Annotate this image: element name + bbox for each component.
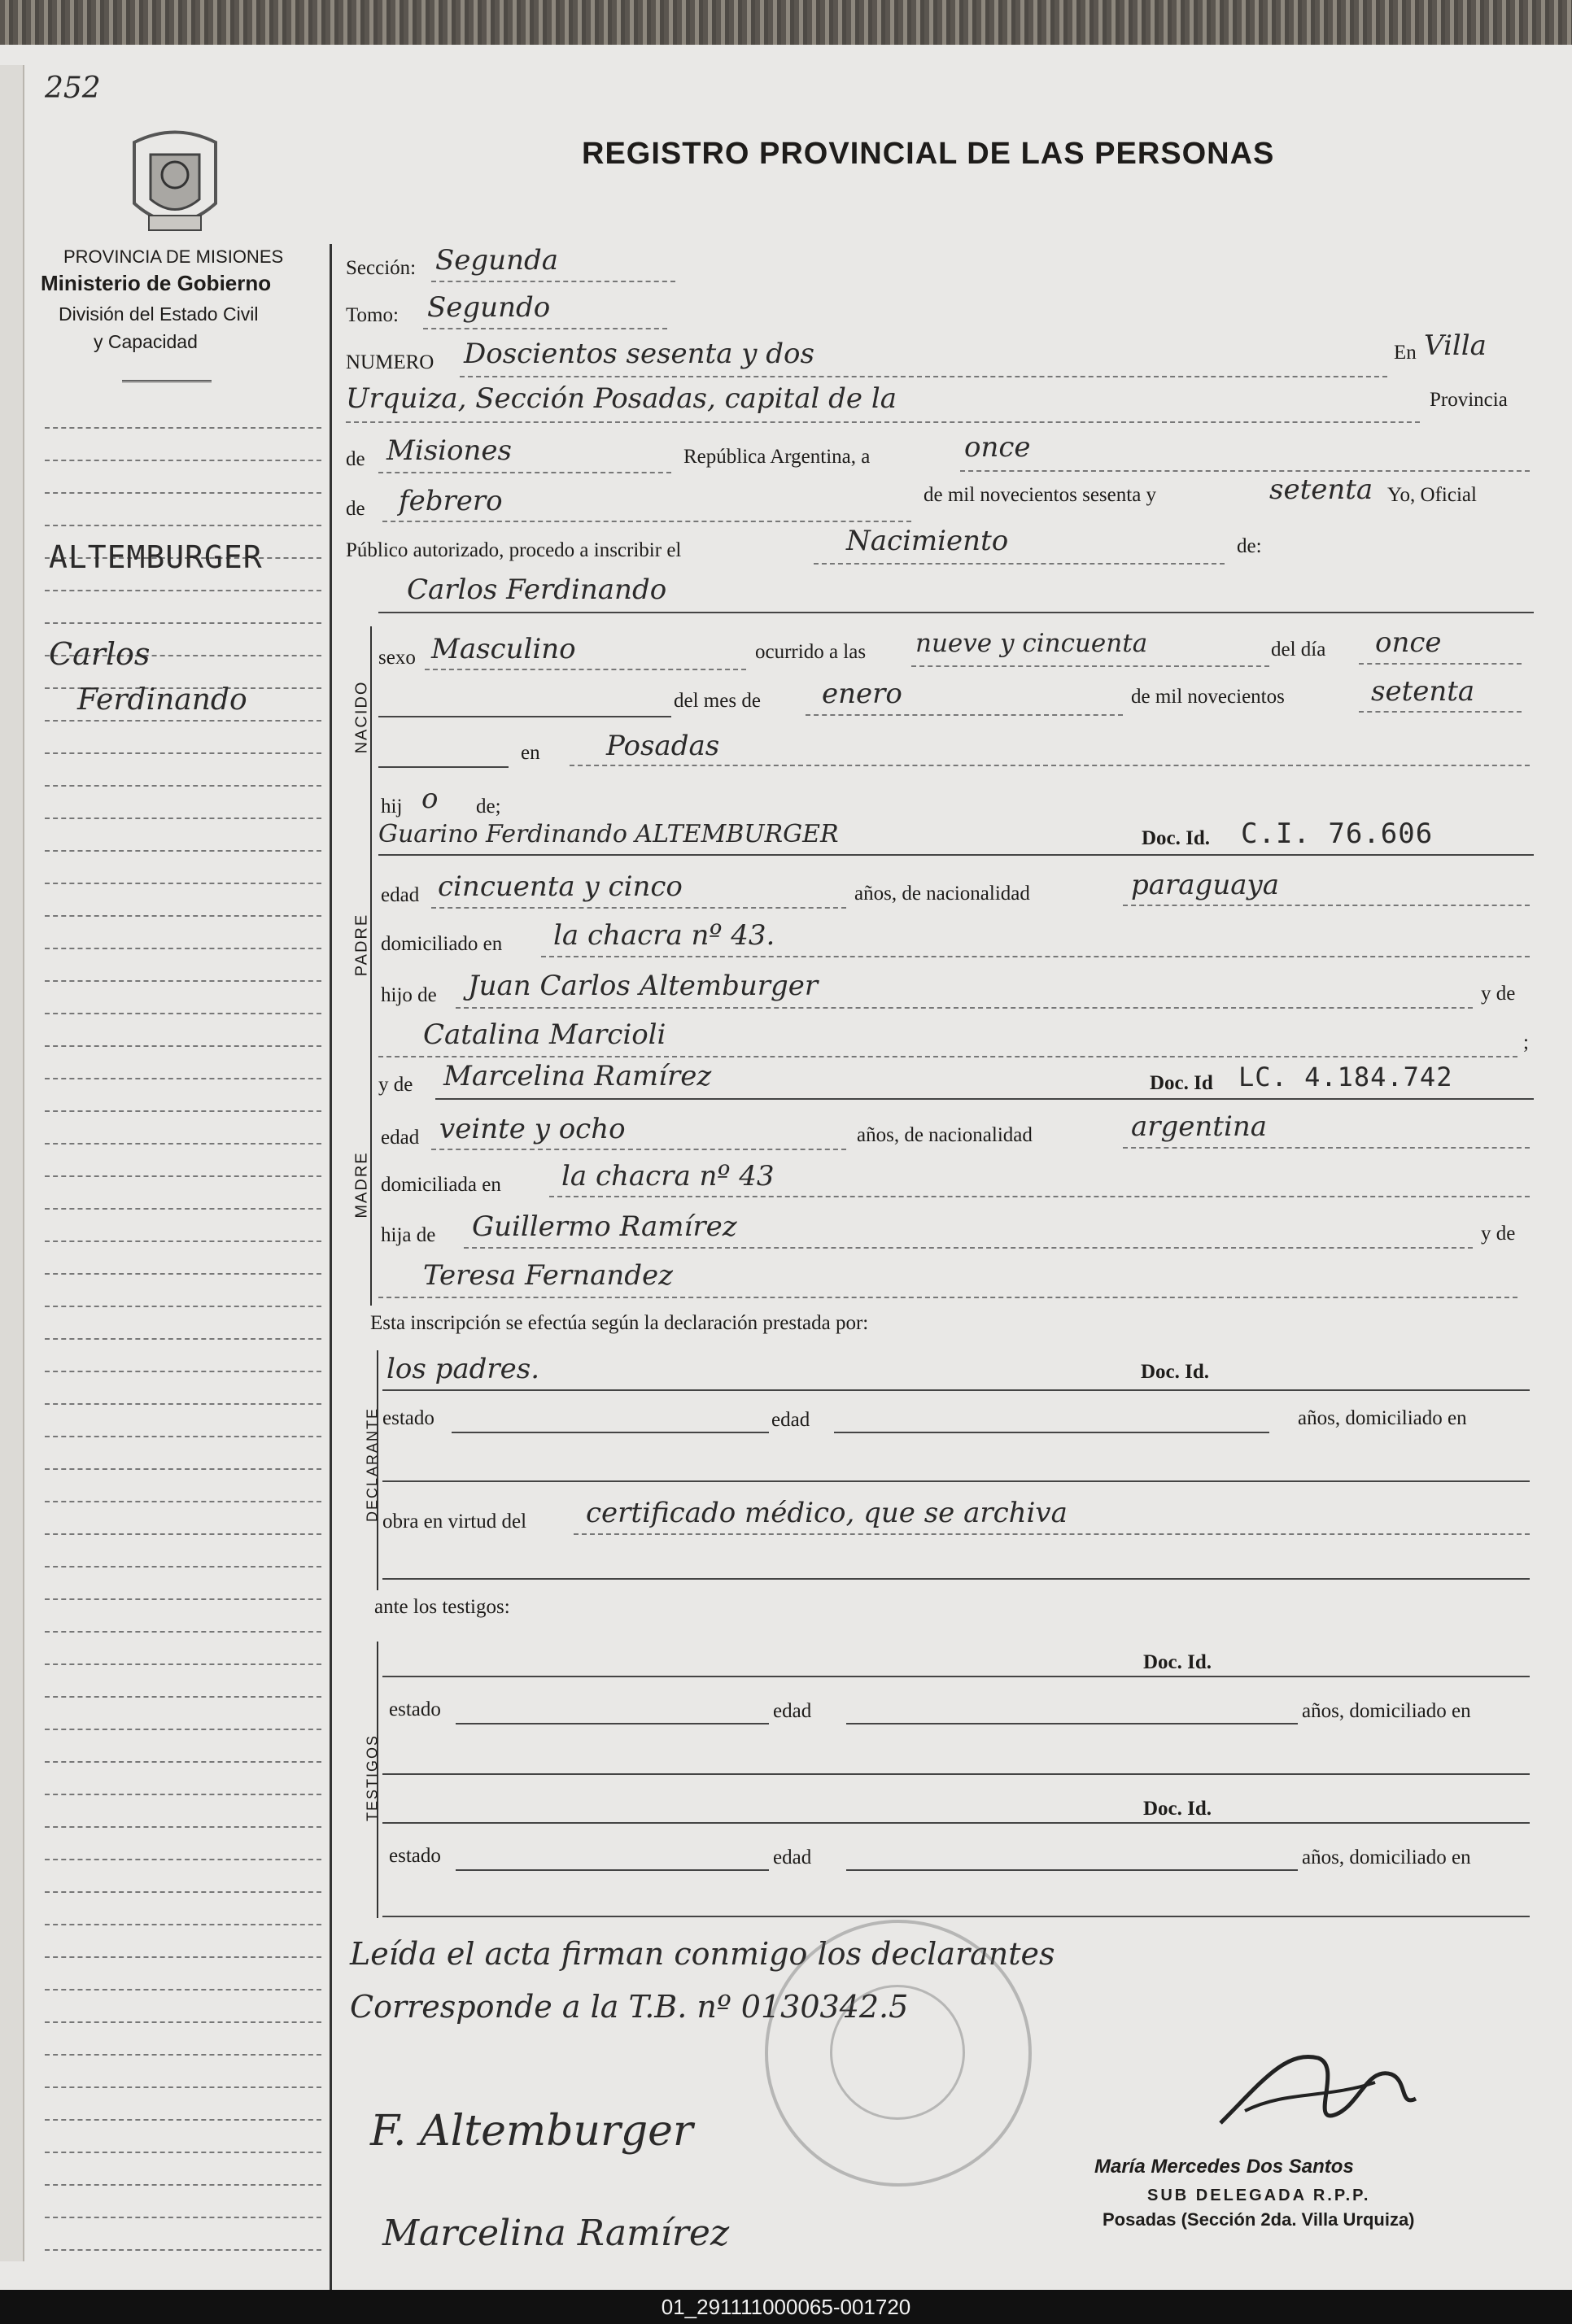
margin-rule-line [45,2119,321,2121]
margin-given-name-2: Ferdinando [77,683,247,717]
sexo-value: Masculino [431,633,576,665]
child-name-value: Carlos Ferdinando [407,573,667,606]
margin-rule-line [45,850,321,852]
padre-edad-value: cincuenta y cinco [438,870,683,903]
dia-value: once [1375,626,1442,659]
margin-rule-line [45,1143,321,1145]
padre-nacionalidad-value: paraguaya [1131,869,1279,901]
madre-domicilio-value: la chacra nº 43 [561,1160,775,1193]
seccion-value: Segunda [435,244,559,277]
padre-name-value: Guarino Ferdinando ALTEMBURGER [378,820,839,848]
abuela-materna-value: Teresa Fernandez [423,1259,674,1292]
padre-y-de-label: y de [1481,983,1516,1005]
mes-value: enero [822,678,902,710]
margin-rule-line [45,1240,321,1242]
margin-rule-line [45,1371,321,1372]
margin-rule-line [45,1891,321,1893]
mes-line [806,714,1123,716]
margin-rule-line [45,2086,321,2088]
testigo-2-anios-label: años, domiciliado en [1302,1847,1471,1868]
testigo-2-edad-label: edad [773,1847,812,1868]
margin-rule-line [45,1208,321,1210]
margin-rule-line [45,622,321,624]
sexo-line [425,669,746,670]
margin-rule-line [45,1501,321,1502]
madre-nacionalidad-label: años, de nacionalidad [857,1124,1033,1146]
del-dia-label: del día [1271,639,1326,661]
madre-hija-label: hija de [381,1224,436,1246]
abuelo-materno-line [464,1247,1473,1249]
lugar-value: Posadas [606,730,720,762]
declarante-section-label: DECLARANTE [364,1406,381,1523]
margin-given-name-1: Carlos [49,636,151,672]
misiones-crest-icon [126,126,224,240]
testigo-2-name-line [382,1822,1530,1824]
division-label-1: División del Estado Civil [59,303,259,325]
act-type-line [814,563,1225,565]
official-title: SUB DELEGADA R.P.P. [1147,2187,1371,2204]
official-name: María Mercedes Dos Santos [1094,2156,1354,2178]
margin-rule-line [45,1436,321,1437]
margin-rule-line [45,1859,321,1860]
madre-y-de-label-2: y de [1481,1223,1516,1245]
testigo-2-estado-line [456,1869,769,1871]
margin-rule-line [45,720,321,722]
declarante-name-line [382,1389,1530,1391]
hij-label: hij [381,796,403,818]
madre-edad-line [431,1149,846,1150]
de-label-2: de [346,498,365,520]
margin-rule-line [45,1533,321,1535]
margin-rule-line [45,2249,321,2251]
anio-value: setenta [1371,675,1475,708]
padre-nacionalidad-label: años, de nacionalidad [854,883,1030,905]
margin-rule-line [45,1468,321,1470]
division-label-2: y Capacidad [94,331,198,352]
margin-rule-line [45,1403,321,1405]
testigo-1-edad-label: edad [773,1700,812,1722]
testigos-section-label: TESTIGOS [364,1734,381,1822]
anio-line [1359,711,1522,713]
ocurrido-label: ocurrido a las [755,641,867,663]
margin-rule-line [45,1794,321,1795]
place-line [346,421,1420,423]
padre-name-line [378,854,1534,856]
madre-name-line [435,1098,1534,1100]
testigo-1-domicilio-line [382,1773,1530,1775]
closing-line-2: Corresponde a la T.B. nº 0130342.5 [350,1989,909,2025]
padre-edad-line [431,907,846,909]
margin-rule-line [45,2217,321,2218]
margin-rule-line [45,2054,321,2056]
testigo-1-edad-line [846,1723,1298,1724]
lugar-blank-line [378,766,509,768]
obra-label: obra en virtud del [382,1511,527,1533]
en-value: Villa [1424,329,1487,362]
lugar-line [570,765,1530,766]
sexo-label: sexo [378,647,416,669]
declarante-estado-line [452,1432,769,1433]
declarante-edad-label: edad [771,1409,810,1431]
padre-section-label: PADRE [352,913,371,977]
margin-rule-line [45,785,321,787]
margin-rule-line [45,1045,321,1047]
padre-edad-label: edad [381,884,420,906]
padre-doc-value: C.I. 76.606 [1241,818,1434,850]
abuelo-paterno-line [456,1007,1473,1009]
tomo-label: Tomo: [346,304,399,326]
official-signature-icon [1212,2034,1424,2139]
republica-label: República Argentina, a [683,446,871,468]
declarante-domicilio-line [382,1480,1530,1482]
month-value: febrero [399,485,503,517]
madre-domicilio-line [549,1196,1530,1197]
act-type-value: Nacimiento [846,525,1009,557]
testigo-1-anios-label: años, domiciliado en [1302,1700,1471,1722]
seccion-label: Sección: [346,257,417,279]
day-line [960,470,1530,472]
declarante-estado-label: estado [382,1407,434,1429]
obra-line-2 [382,1578,1530,1580]
year-label: de mil novecientos sesenta y [924,484,1157,506]
declarante-name-value: los padres. [386,1353,540,1385]
margin-rule-line [45,427,321,429]
padre-domicilio-label: domiciliado en [381,933,503,955]
child-name-line [378,612,1534,613]
margin-rule-line [45,980,321,982]
margin-rule-line [45,1729,321,1730]
de-label-1: de [346,448,365,470]
margin-rule-line [45,1306,321,1307]
declarante-edad-line [834,1432,1269,1433]
margin-rule-line [45,752,321,754]
oficial-label: Yo, Oficial [1387,484,1477,506]
testigo-2-estado-label: estado [389,1845,441,1867]
margin-rule-line [45,1110,321,1112]
padre-doc-label: Doc. Id. [1142,827,1211,849]
seccion-line [431,281,675,282]
madre-name-value: Marcelina Ramírez [443,1060,712,1092]
testigo-2-doc-label: Doc. Id. [1143,1798,1212,1820]
margin-rule-line [45,948,321,949]
testigo-2-edad-line [846,1869,1298,1871]
province-value: Misiones [386,434,512,467]
padre-domicilio-value: la chacra nº 43. [553,919,775,952]
margin-rule-line [45,492,321,494]
madre-y-de-label: y de [378,1074,413,1096]
de-colon-label: de: [1237,535,1262,557]
testigo-1-estado-line [456,1723,769,1724]
testigo-2-domicilio-line [382,1916,1530,1917]
hora-value: nueve y cincuenta [915,629,1148,658]
margin-rule-line [45,1631,321,1633]
madre-nacionalidad-value: argentina [1131,1110,1268,1143]
province-line [378,472,671,473]
margin-rule-line [45,1566,321,1568]
ministry-label: Ministerio de Gobierno [41,271,272,295]
margin-rule-line [45,1663,321,1665]
header-divider [122,380,212,382]
margin-rule-line [45,2184,321,2186]
margin-surname: ALTEMBURGER [49,539,263,575]
page-number-mark: 252 [45,72,101,105]
margin-rule-line [45,1078,321,1079]
madre-doc-label: Doc. Id [1150,1072,1213,1094]
margin-rule-line [45,460,321,461]
province-label: PROVINCIA DE MISIONES [63,246,284,267]
nacido-section-label: NACIDO [352,680,371,754]
official-seal-inner-icon [830,1985,965,2120]
obra-line [574,1533,1530,1535]
margin-rule-line [45,1761,321,1763]
lugar-en-label: en [521,742,540,764]
margin-rule-line [45,2152,321,2153]
margin-rule-line [45,818,321,819]
madre-doc-value: LC. 4.184.742 [1238,1062,1453,1092]
margin-rule-line [45,1924,321,1925]
nacido-blank-line [378,716,671,717]
previous-page-edge [0,65,24,2261]
declarante-doc-label: Doc. Id. [1141,1361,1210,1383]
abuela-paterna-value: Catalina Marcioli [423,1018,666,1051]
margin-column-divider [330,244,332,2290]
margin-rule-line [45,1696,321,1698]
margin-rule-line [45,1826,321,1828]
en-label: En [1394,342,1417,364]
testigo-1-name-line [382,1676,1530,1677]
mother-signature: Marcelina Ramírez [382,2213,730,2254]
madre-edad-label: edad [381,1127,420,1149]
closing-line-1: Leída el acta firman conmigo los declarantes [350,1936,1055,1972]
padre-hijo-label: hijo de [381,984,437,1006]
margin-rule-line [45,1598,321,1600]
madre-domicilio-label: domiciliada en [381,1174,501,1196]
testigos-intro: ante los testigos: [374,1596,510,1618]
margin-rule-line [45,1175,321,1177]
numero-value: Doscientos sesenta y dos [464,338,814,370]
tomo-line [423,328,667,329]
provincia-label: Provincia [1430,389,1508,411]
declaracion-intro: Esta inscripción se efectúa según la declaración prestada por: [370,1312,869,1334]
tomo-value: Segundo [427,291,551,324]
margin-rule-line [45,2021,321,2023]
testigo-1-estado-label: estado [389,1698,441,1720]
testigo-1-doc-label: Doc. Id. [1143,1651,1212,1673]
place-value: Urquiza, Sección Posadas, capital de la [346,382,897,415]
abuelo-paterno-value: Juan Carlos Altemburger [468,970,819,1002]
page-title: REGISTRO PROVINCIAL DE LAS PERSONAS [582,137,1275,171]
image-id-footer: 01_291111000065-001720 [0,2290,1572,2324]
mes-label: del mes de [674,690,761,712]
hora-line [911,665,1269,667]
margin-rule-line [45,1989,321,1990]
numero-label: NUMERO [346,351,434,373]
father-signature: F. Altemburger [370,2107,693,2156]
margin-rule-line [45,915,321,917]
anio-label: de mil novecientos [1131,686,1285,708]
day-value: once [964,431,1031,464]
margin-rule-line [45,1338,321,1340]
declarante-anios-label: años, domiciliado en [1298,1407,1467,1429]
abuela-materna-line [378,1297,1517,1298]
padre-nacionalidad-line [1123,905,1530,906]
dia-line [1359,663,1522,665]
madre-edad-value: veinte y ocho [439,1113,626,1145]
month-line [382,521,911,522]
year-value: setenta [1269,473,1373,506]
publico-label: Público autorizado, procedo a inscribir el [346,539,682,561]
official-office: Posadas (Sección 2da. Villa Urquiza) [1103,2209,1415,2230]
obra-value: certificado médico, que se archiva [586,1497,1068,1529]
padre-semicolon: ; [1523,1031,1529,1053]
hij-de-label: de; [476,796,501,818]
abuela-paterna-line [378,1056,1517,1057]
margin-rule-line [45,883,321,884]
margin-rule-line [45,1013,321,1014]
madre-section-label: MADRE [352,1151,371,1219]
padre-domicilio-line [541,956,1530,957]
margin-rule-line [45,590,321,591]
margin-rule-line [45,525,321,526]
margin-rule-line [45,1273,321,1275]
abuelo-materno-value: Guillermo Ramírez [472,1210,737,1243]
madre-nacionalidad-line [1123,1147,1530,1149]
margin-rule-line [45,1956,321,1958]
hij-value: o [421,783,439,815]
numero-line [460,376,1387,377]
